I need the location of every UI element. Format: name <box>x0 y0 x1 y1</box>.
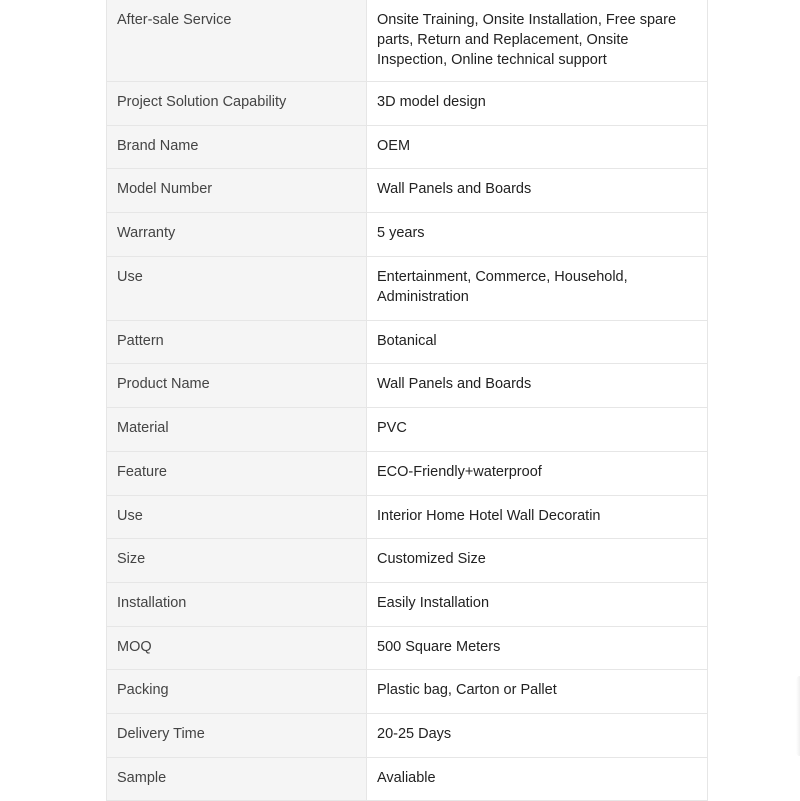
table-row <box>107 451 708 495</box>
table-row <box>107 713 708 757</box>
spec-label-project-solution-capability: Project Solution Capability <box>107 82 367 126</box>
spec-value-feature: ECO-Friendly+waterproof <box>367 451 708 495</box>
spec-value-delivery-time: 20-25 Days <box>367 713 708 757</box>
spec-label-product-name: Product Name <box>107 364 367 408</box>
spec-value-product-name: Wall Panels and Boards <box>367 364 708 408</box>
spec-value-sample: Avaliable <box>367 757 708 801</box>
table-row <box>107 757 708 801</box>
table-row <box>107 0 708 82</box>
spec-value-after-sale-service: Onsite Training, Onsite Installation, Free spare parts, Return and Replacement, Onsite Inspection, Online technical support <box>367 0 708 82</box>
product-specifications-table <box>106 0 708 801</box>
spec-value-packing: Plastic bag, Carton or Pallet <box>367 670 708 714</box>
scroll-edge-shadow <box>796 676 800 756</box>
table-row <box>107 626 708 670</box>
table-row <box>107 320 708 364</box>
spec-label-brand-name: Brand Name <box>107 125 367 169</box>
spec-label-pattern: Pattern <box>107 320 367 364</box>
spec-label-sample: Sample <box>107 757 367 801</box>
spec-label-after-sale-service: After-sale Service <box>107 0 367 82</box>
spec-value-installation: Easily Installation <box>367 582 708 626</box>
spec-label-material: Material <box>107 408 367 452</box>
spec-value-use-2: Interior Home Hotel Wall Decoratin <box>367 495 708 539</box>
spec-label-packing: Packing <box>107 670 367 714</box>
spec-label-use-2: Use <box>107 495 367 539</box>
table-row <box>107 582 708 626</box>
table-row <box>107 125 708 169</box>
spec-label-warranty: Warranty <box>107 213 367 257</box>
spec-value-pattern: Botanical <box>367 320 708 364</box>
spec-value-warranty: 5 years <box>367 213 708 257</box>
spec-value-project-solution-capability: 3D model design <box>367 82 708 126</box>
table-row <box>107 364 708 408</box>
table-row <box>107 670 708 714</box>
table-row <box>107 256 708 320</box>
table-row <box>107 82 708 126</box>
spec-value-material: PVC <box>367 408 708 452</box>
table-row <box>107 539 708 583</box>
spec-label-model-number: Model Number <box>107 169 367 213</box>
spec-value-size: Customized Size <box>367 539 708 583</box>
table-row <box>107 408 708 452</box>
spec-label-installation: Installation <box>107 582 367 626</box>
table-row <box>107 169 708 213</box>
spec-label-delivery-time: Delivery Time <box>107 713 367 757</box>
spec-value-use: Entertainment, Commerce, Household, Administration <box>367 256 708 320</box>
spec-value-moq: 500 Square Meters <box>367 626 708 670</box>
spec-label-feature: Feature <box>107 451 367 495</box>
spec-label-size: Size <box>107 539 367 583</box>
spec-value-model-number: Wall Panels and Boards <box>367 169 708 213</box>
spec-label-use: Use <box>107 256 367 320</box>
table-row <box>107 495 708 539</box>
spec-label-moq: MOQ <box>107 626 367 670</box>
table-row <box>107 213 708 257</box>
spec-value-brand-name: OEM <box>367 125 708 169</box>
